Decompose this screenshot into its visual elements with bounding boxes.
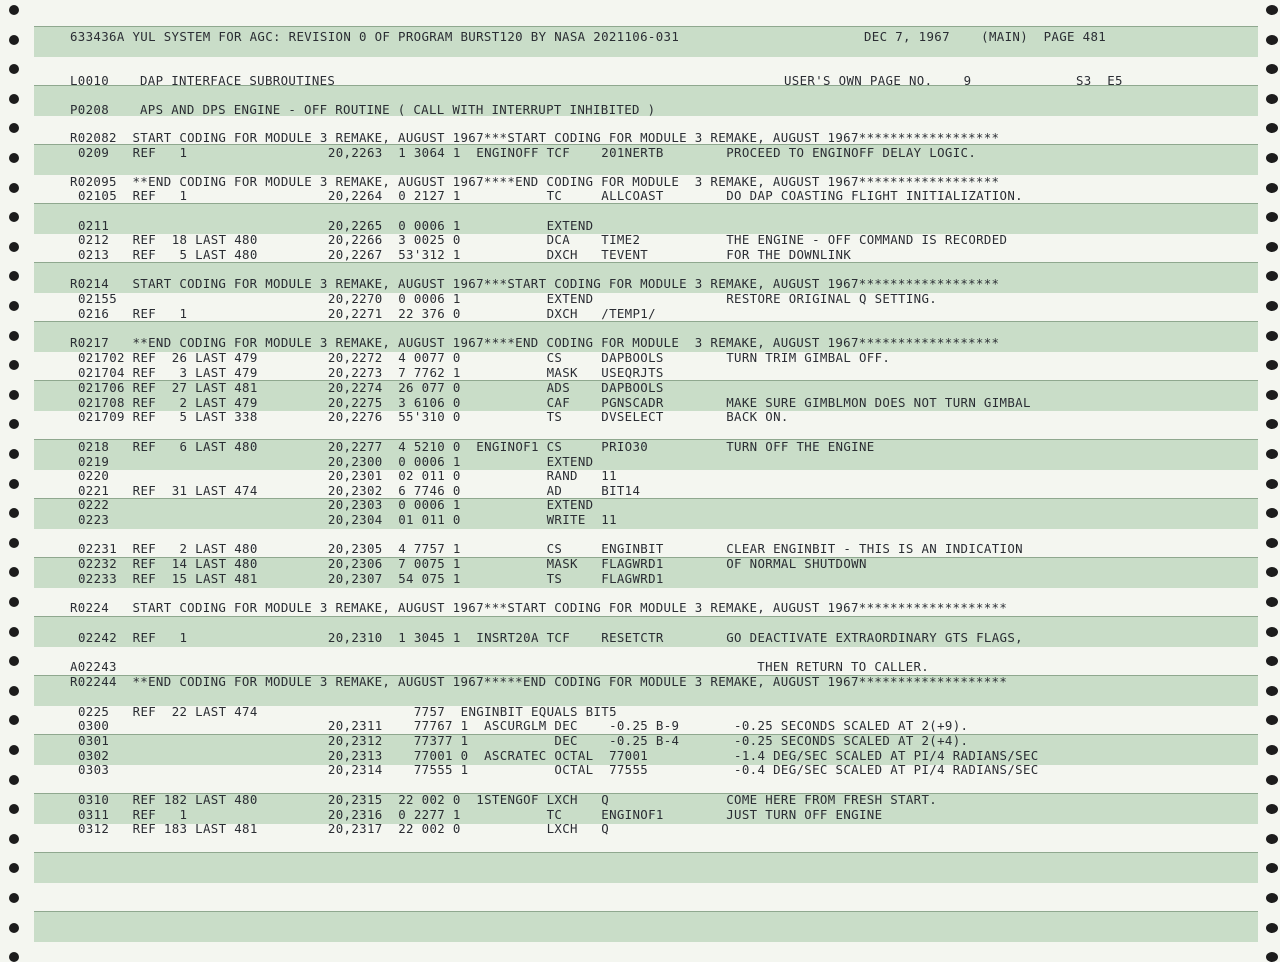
feed-hole <box>9 183 19 193</box>
feed-hole <box>9 893 19 903</box>
listing-line: 02232 REF 14 LAST 480 20,2306 7 0075 1 MASK FLAGWRD1 OF NORMAL SHUTDOWN <box>78 556 867 571</box>
feed-hole <box>1266 627 1278 637</box>
feed-hole <box>9 35 19 45</box>
feed-hole <box>1266 952 1278 962</box>
feed-hole <box>1266 449 1278 459</box>
feed-hole <box>1266 804 1278 814</box>
feed-hole <box>9 123 19 133</box>
listing-line: 0310 REF 182 LAST 480 20,2315 22 002 0 1STENGOF LXCH Q COME HERE FROM FRESH START. <box>78 792 938 807</box>
feed-hole <box>9 5 19 15</box>
feed-hole <box>9 242 19 252</box>
feed-hole <box>9 449 19 459</box>
feed-hole <box>1266 183 1278 193</box>
listing-line: 0223 20,2304 01 011 0 WRITE 11 <box>78 512 617 527</box>
listing-line: 0312 REF 183 LAST 481 20,2317 22 002 0 LXCH Q <box>78 821 610 836</box>
listing-line: 021709 REF 5 LAST 338 20,2276 55'310 0 TS DVSELECT BACK ON. <box>78 409 789 424</box>
page-title: APS AND DPS ENGINE - OFF ROUTINE ( CALL WITH INTERRUPT INHIBITED ) <box>140 102 656 117</box>
sheet-codes: S3 E5 <box>1076 73 1123 88</box>
listing-line: 0301 20,2312 77377 1 DEC -0.25 B-4 -0.25 SECONDS SCALED AT 2(+4). <box>78 733 969 748</box>
feed-hole <box>9 597 19 607</box>
feed-hole <box>1266 863 1278 873</box>
feed-hole <box>9 686 19 696</box>
feed-hole <box>9 804 19 814</box>
listing-line: 02242 REF 1 20,2310 1 3045 1 INSRT20A TCF RESETCTR GO DEACTIVATE EXTRAORDINARY GTS FLAGS, <box>78 630 1023 645</box>
listing-line: 021708 REF 2 LAST 479 20,2275 3 6106 0 CAF PGNSCADR MAKE SURE GIMBLMON DOES NOT TURN GIMBAL <box>78 395 1031 410</box>
listing-line: A02243 THEN RETURN TO CALLER. <box>70 659 930 674</box>
feed-hole <box>9 271 19 281</box>
listing-line: 0225 REF 22 LAST 474 7757 ENGINBIT EQUALS BIT5 <box>78 704 617 719</box>
listing-line: 0219 20,2300 0 0006 1 EXTEND <box>78 454 594 469</box>
listing-line: 0212 REF 18 LAST 480 20,2266 3 0025 0 DCA TIME2 THE ENGINE - OFF COMMAND IS RECORDED <box>78 232 1008 247</box>
feed-hole <box>9 656 19 666</box>
feed-hole <box>9 508 19 518</box>
feed-hole <box>9 775 19 785</box>
feed-hole <box>1266 508 1278 518</box>
feed-hole <box>1266 301 1278 311</box>
feed-hole <box>1266 597 1278 607</box>
feed-hole <box>9 479 19 489</box>
listing-line: R02082 START CODING FOR MODULE 3 REMAKE, AUGUST 1967***START CODING FOR MODULE 3 REMAKE, AUGUST 1967****************** <box>70 130 1000 145</box>
listing-line: 0303 20,2314 77555 1 OCTAL 77555 -0.4 DEG/SEC SCALED AT PI/4 RADIANS/SEC <box>78 762 1039 777</box>
feed-hole <box>1266 893 1278 903</box>
feed-hole <box>9 863 19 873</box>
feed-hole <box>9 567 19 577</box>
listing-line: 0311 REF 1 20,2316 0 2277 1 TC ENGINOF1 JUST TURN OFF ENGINE <box>78 807 883 822</box>
feed-hole <box>1266 686 1278 696</box>
feed-hole <box>1266 538 1278 548</box>
listing-line: 0300 20,2311 77767 1 ASCURGLM DEC -0.25 B-9 -0.25 SECONDS SCALED AT 2(+9). <box>78 718 969 733</box>
feed-hole <box>1266 94 1278 104</box>
feed-hole <box>9 331 19 341</box>
feed-hole <box>1266 153 1278 163</box>
feed-hole <box>9 390 19 400</box>
page-id: P0208 <box>70 102 110 117</box>
listing-line: R0214 START CODING FOR MODULE 3 REMAKE, AUGUST 1967***START CODING FOR MODULE 3 REMAKE, AUGUST 1967****************** <box>70 276 1000 291</box>
greenbar-band <box>34 911 1258 942</box>
feed-hole <box>9 923 19 933</box>
listing-line: 021702 REF 26 LAST 479 20,2272 4 0077 0 CS DAPBOOLS TURN TRIM GIMBAL OFF. <box>78 350 891 365</box>
feed-hole <box>1266 715 1278 725</box>
feed-hole <box>9 153 19 163</box>
log-title: DAP INTERFACE SUBROUTINES <box>140 73 336 88</box>
listing-line: 0209 REF 1 20,2263 1 3064 1 ENGINOFF TCF 201NERTB PROCEED TO ENGINOFF DELAY LOGIC. <box>78 145 977 160</box>
listing-line: 02233 REF 15 LAST 481 20,2307 54 075 1 TS FLAGWRD1 <box>78 571 664 586</box>
feed-hole <box>1266 5 1278 15</box>
feed-hole <box>9 834 19 844</box>
feed-hole <box>1266 745 1278 755</box>
header-date-page: DEC 7, 1967 (MAIN) PAGE 481 <box>864 29 1107 44</box>
feed-hole <box>9 212 19 222</box>
listing-line: 0218 REF 6 LAST 480 20,2277 4 5210 0 ENGINOF1 CS PRIO30 TURN OFF THE ENGINE <box>78 439 875 454</box>
listing-line: 0220 20,2301 02 011 0 RAND 11 <box>78 468 617 483</box>
feed-hole <box>1266 775 1278 785</box>
feed-hole <box>9 301 19 311</box>
feed-hole <box>1266 479 1278 489</box>
listing-line: 0211 20,2265 0 0006 1 EXTEND <box>78 218 594 233</box>
greenbar-band <box>34 852 1258 883</box>
listing-line: R02244 **END CODING FOR MODULE 3 REMAKE, AUGUST 1967*****END CODING FOR MODULE 3 REMAKE, AUGUST 1967******************* <box>70 674 1008 689</box>
feed-hole <box>1266 656 1278 666</box>
feed-hole <box>1266 35 1278 45</box>
users-page-number: USER'S OWN PAGE NO. 9 <box>784 73 972 88</box>
feed-hole <box>1266 212 1278 222</box>
feed-hole <box>9 745 19 755</box>
listing-line: 02231 REF 2 LAST 480 20,2305 4 7757 1 CS ENGINBIT CLEAR ENGINBIT - THIS IS AN INDICATION <box>78 541 1023 556</box>
feed-hole <box>9 715 19 725</box>
feed-hole <box>1266 64 1278 74</box>
feed-hole <box>9 419 19 429</box>
feed-hole <box>9 64 19 74</box>
listing-line: 0221 REF 31 LAST 474 20,2302 6 7746 0 AD BIT14 <box>78 483 641 498</box>
listing-line: 0216 REF 1 20,2271 22 376 0 DXCH /TEMP1/ <box>78 306 656 321</box>
log-id: L0010 <box>70 73 110 88</box>
feed-hole <box>9 952 19 962</box>
listing-line: R02095 **END CODING FOR MODULE 3 REMAKE, AUGUST 1967****END CODING FOR MODULE 3 REMAKE, AUGUST 1967****************** <box>70 174 1000 189</box>
feed-hole <box>1266 390 1278 400</box>
feed-hole <box>1266 360 1278 370</box>
feed-hole <box>1266 123 1278 133</box>
listing-line: 021706 REF 27 LAST 481 20,2274 26 077 0 ADS DAPBOOLS <box>78 380 664 395</box>
feed-hole <box>1266 834 1278 844</box>
feed-hole <box>1266 419 1278 429</box>
feed-hole <box>9 538 19 548</box>
listing-line: 02155 20,2270 0 0006 1 EXTEND RESTORE ORIGINAL Q SETTING. <box>78 291 938 306</box>
header-title: 633436A YUL SYSTEM FOR AGC: REVISION 0 OF PROGRAM BURST120 BY NASA 2021106-031 <box>70 29 680 44</box>
listing-line: 021704 REF 3 LAST 479 20,2273 7 7762 1 MASK USEQRJTS <box>78 365 664 380</box>
feed-hole <box>9 94 19 104</box>
feed-hole <box>9 627 19 637</box>
listing-line: 02105 REF 1 20,2264 0 2127 1 TC ALLCOAST DO DAP COASTING FLIGHT INITIALIZATION. <box>78 188 1023 203</box>
listing-line: 0302 20,2313 77001 0 ASCRATEC OCTAL 77001 -1.4 DEG/SEC SCALED AT PI/4 RADIANS/SEC <box>78 748 1039 763</box>
listing-line: 0213 REF 5 LAST 480 20,2267 53'312 1 DXCH TEVENT FOR THE DOWNLINK <box>78 247 852 262</box>
feed-hole <box>1266 567 1278 577</box>
feed-hole <box>1266 242 1278 252</box>
feed-hole <box>1266 271 1278 281</box>
listing-line: 0222 20,2303 0 0006 1 EXTEND <box>78 497 594 512</box>
feed-hole <box>9 360 19 370</box>
feed-hole <box>1266 331 1278 341</box>
listing-line: R0224 START CODING FOR MODULE 3 REMAKE, AUGUST 1967***START CODING FOR MODULE 3 REMAKE, AUGUST 1967******************* <box>70 600 1008 615</box>
feed-hole <box>1266 923 1278 933</box>
listing-line: R0217 **END CODING FOR MODULE 3 REMAKE, AUGUST 1967****END CODING FOR MODULE 3 REMAKE, AUGUST 1967****************** <box>70 335 1000 350</box>
